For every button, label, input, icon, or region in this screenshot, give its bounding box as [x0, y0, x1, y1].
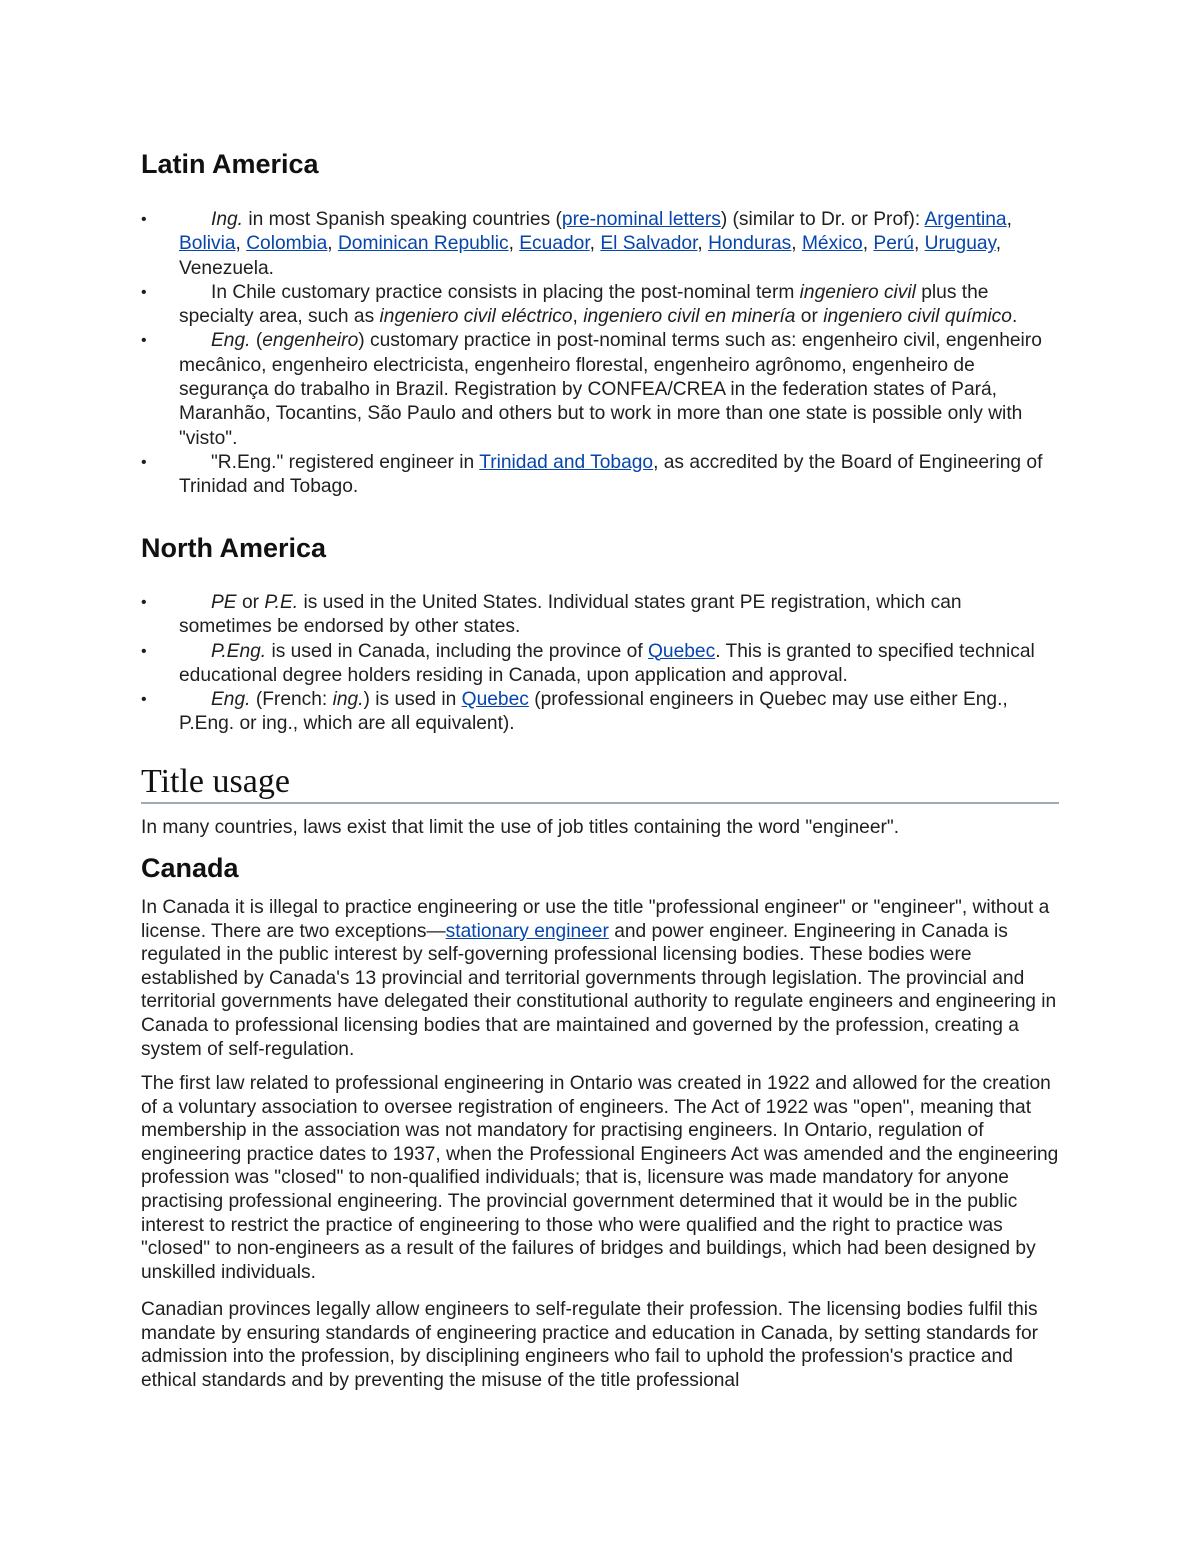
canada-paragraph-2: The first law related to professional engineering in Ontario was created in 1922 and allowed for the creation of a voluntary association to oversee registration of engineers. The Act of 1922 was "open", meaning that membership in the association was not mandatory for practising engineers. In Ontario, regulation of engineering practice dates to 1937, when the Professional Engineers Act was amended and the engineering profession was "closed" to non-qualified individuals; that is, licensure was made mandatory for anyone practising professional engineering. The provincial government determined that it would be in the public interest to restrict the practice of engineering to those who were qualified and the right to practice was "closed" to non-engineers as a result of the failures of bridges and buildings, which had been designed by unskilled individuals. [141, 1073, 1059, 1283]
canada-paragraph-3: Canadian provinces legally allow engineers to self-regulate their profession. The licensing bodies fulfil this mandate by ensuring standards of engineering practice and education in Canada, by setting standards for admission into the profession, by disciplining engineers who fail to uphold the profession's practice and ethical standards and by preventing the misuse of the title professional [141, 1299, 1039, 1391]
list-item [141, 281, 1059, 330]
sep: , [697, 233, 709, 255]
text: In Chile customary practice consists in placing the post-nominal term [211, 281, 800, 303]
link-pre-nominal-letters[interactable]: pre-nominal letters [561, 209, 721, 230]
list-item [141, 640, 1059, 689]
text: (French: [250, 689, 333, 711]
term: ing. [332, 689, 364, 711]
text: , as accredited by the Board of Engineering of Trinidad and Tobago. [179, 451, 1043, 498]
list-item [141, 591, 1059, 640]
term: ingeniero civil [799, 281, 916, 303]
link-uruguay[interactable]: Uruguay [924, 233, 996, 255]
text: , [572, 306, 584, 328]
text: ( [250, 330, 263, 352]
text: or [236, 592, 265, 613]
link-colombia[interactable]: Colombia [246, 233, 328, 255]
sep: , [913, 233, 925, 255]
link-ecuador[interactable]: Ecuador [519, 233, 590, 255]
heading-latin-america: Latin America [141, 149, 319, 179]
link-honduras[interactable]: Honduras [708, 233, 792, 255]
latin-america-list [141, 208, 1059, 500]
text: (professional engineers in Quebec may use either Eng., P.Eng. or ing., which are all equivalent). [179, 689, 1008, 735]
link-trinidad-and-tobago[interactable]: Trinidad and Tobago [479, 451, 654, 473]
term: ingeniero civil en minería [583, 306, 796, 328]
text: , Venezuela. [179, 233, 1002, 279]
term: P.E. [264, 592, 299, 613]
term: Eng. [211, 689, 251, 711]
heading-canada: Canada [141, 853, 239, 883]
term: PE [211, 592, 237, 613]
term: Eng. [211, 330, 251, 352]
term-ing: Ing. [211, 209, 244, 230]
text: in most Spanish speaking countries ( [243, 209, 562, 230]
bullet-icon: • [141, 332, 147, 350]
text: . This is granted to specified technical educational degree holders residing in Canada, upon application and approval. [179, 640, 1035, 686]
link-el-salvador[interactable]: El Salvador [600, 233, 698, 255]
link-stationary-engineer[interactable]: stationary engineer [445, 920, 609, 942]
bullet-icon: • [141, 594, 147, 611]
term: engenheiro [262, 330, 359, 352]
text: is used in the United States. Individual states grant PE registration, which can sometimes be endorsed by other states. [179, 592, 962, 638]
title-usage-intro: In many countries, laws exist that limit the use of job titles containing the word "engineer". [141, 817, 900, 838]
text: ) customary practice in post-nominal terms such as: engenheiro civil, engenheiro mecânico, engenheiro electricista, engenheiro florestal, engenheiro agrônomo, engenheiro de segurança do trabalho in Brazil. Registration by CONFEA/CREA in the federation states of Pará, Maranhão, Tocantins, São Paulo and others but to work in more than one state is possible only with "visto". [179, 330, 1042, 449]
text: or [795, 306, 824, 328]
bullet-icon: • [141, 453, 147, 471]
term: ingeniero civil eléctrico [379, 306, 573, 328]
text: In Canada it is illegal to practice engineering or use the title "professional engineer" or "engineer", without a license. There are two exceptions— [141, 897, 1050, 942]
sep: , [327, 233, 338, 255]
text: is used in Canada, including the province of [266, 640, 648, 662]
link-dominican-republic[interactable]: Dominican Republic [337, 233, 509, 255]
bullet-icon: • [141, 211, 147, 228]
text: plus the specialty area, such as [179, 281, 989, 328]
list-item [141, 329, 1059, 450]
canada-paragraph-1 [141, 896, 1059, 1061]
link-quebec[interactable]: Quebec [461, 689, 529, 711]
term: ingeniero civil químico [823, 306, 1012, 328]
link-argentina[interactable]: Argentina [924, 209, 1007, 230]
text: ) (similar to Dr. or Prof): [720, 209, 925, 230]
bullet-icon: • [141, 642, 147, 660]
list-item [141, 208, 1059, 281]
sep: , [862, 233, 874, 255]
link-mexico[interactable]: México [801, 233, 863, 255]
link-bolivia[interactable]: Bolivia [179, 233, 236, 255]
term: P.Eng. [211, 640, 267, 662]
sep: , [589, 233, 601, 255]
heading-title-usage: Title usage [141, 762, 1059, 804]
bullet-icon: • [141, 283, 147, 301]
text: and power engineer. Engineering in Canada is regulated in the public interest by self-governing professional licensing bodies. These bodies were established by Canada's 13 provincial and territorial governments through legislation. The provincial and territorial governments have delegated their constitutional authority to regulate engineers and engineering in Canada to professional licensing bodies that are maintained and governed by the profession, creating a system of self-regulation. [141, 920, 1057, 1060]
sep: , [791, 233, 802, 255]
link-peru[interactable]: Perú [873, 233, 914, 255]
sep: , [508, 233, 520, 255]
text: "R.Eng." registered engineer in [211, 451, 480, 473]
list-item [141, 451, 1059, 500]
bullet-icon: • [141, 691, 147, 709]
list-item [141, 688, 1059, 737]
north-america-list [141, 591, 1059, 737]
heading-north-america: North America [141, 533, 327, 563]
text: ) is used in [363, 689, 462, 711]
sep: , [235, 233, 247, 255]
sep: , [1006, 209, 1012, 230]
text: . [1011, 306, 1018, 328]
link-quebec[interactable]: Quebec [647, 640, 716, 662]
